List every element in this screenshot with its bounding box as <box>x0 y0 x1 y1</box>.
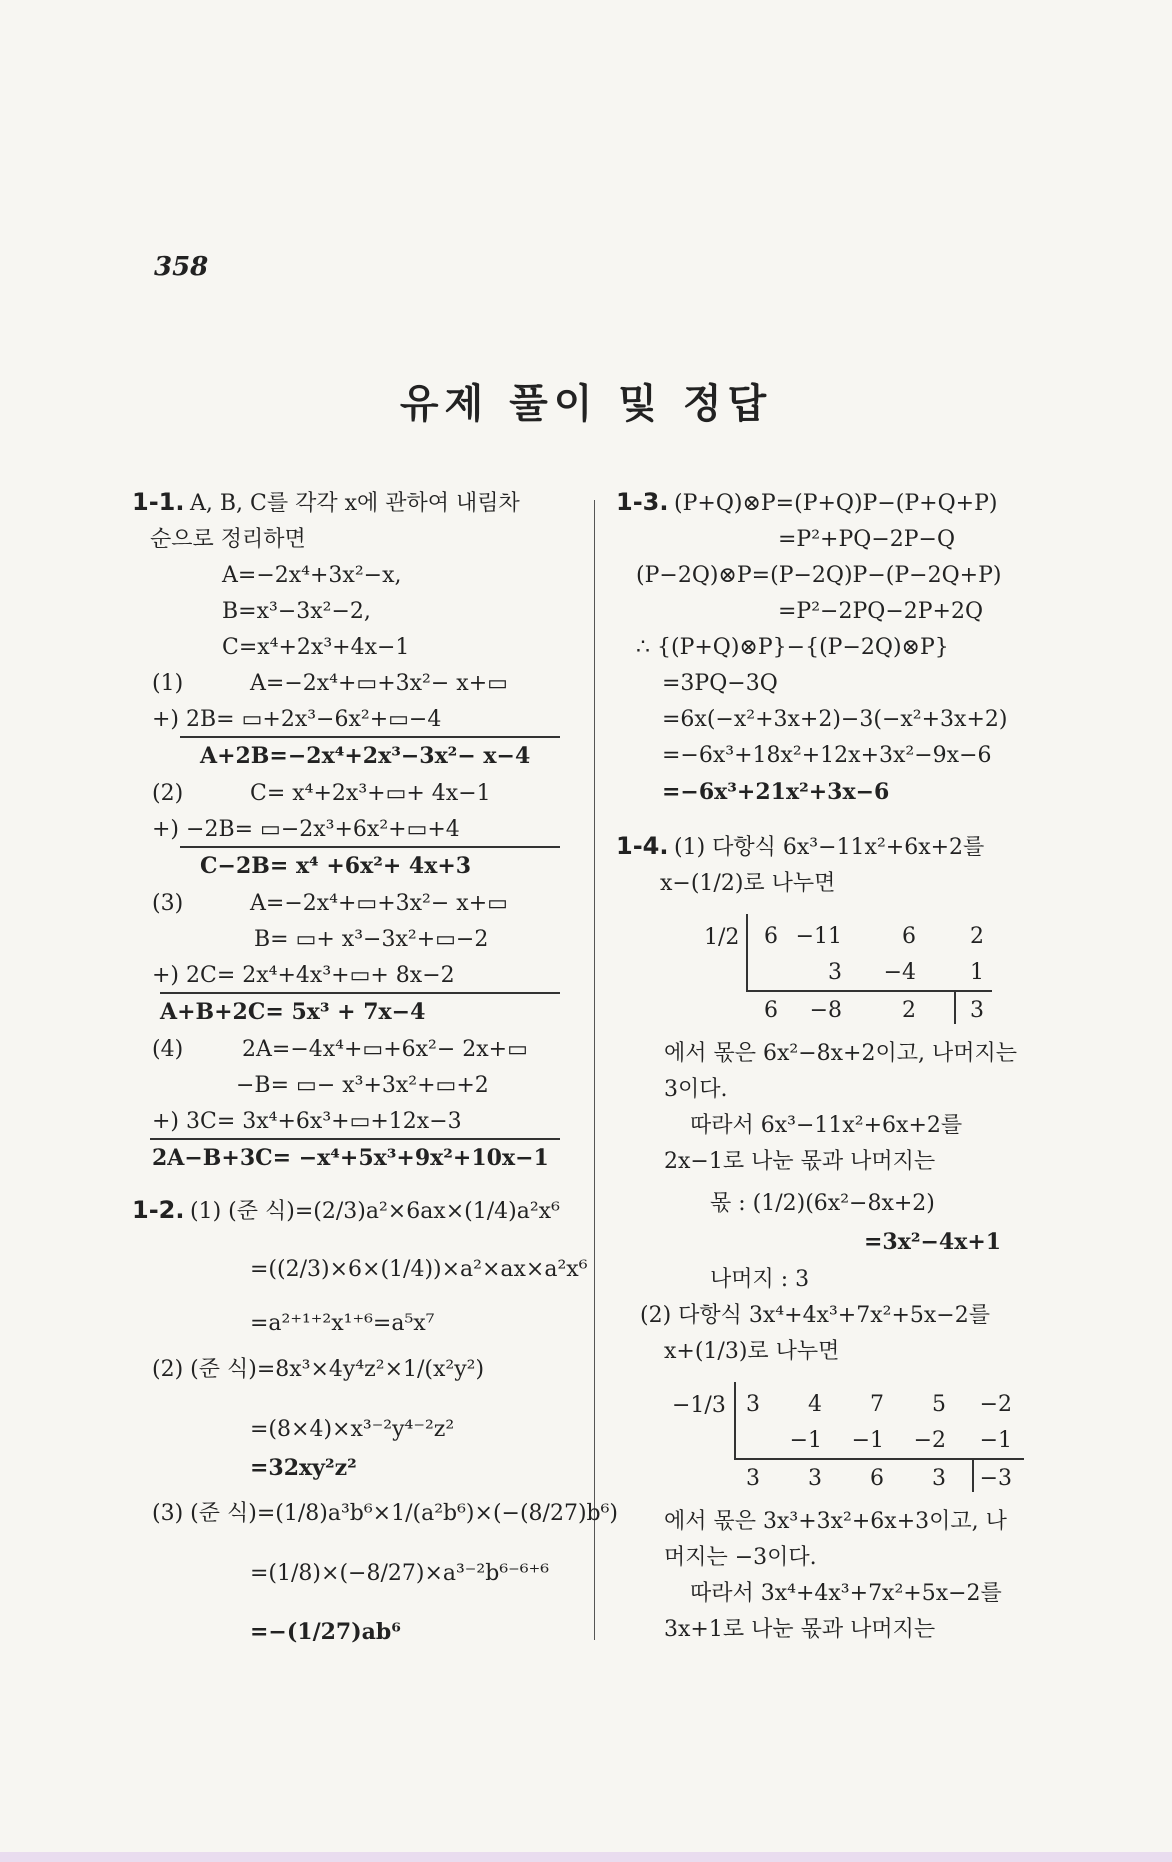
problem-label-1-1: 1-1. <box>132 488 185 516</box>
p12-line-8: =(1/8)×(−8/27)×a³⁻²b⁶⁻⁶⁺⁶ <box>250 1561 550 1586</box>
p14-a-line-2: x−(1/2)로 나누면 <box>660 871 836 896</box>
p11-s1-line2: +) 2B= ▭+2x³−6x²+▭−4 <box>152 707 442 732</box>
p14-a-line-7: 몫 : (1/2)(6x²−8x+2) <box>710 1191 935 1216</box>
cell: −2 <box>913 1428 946 1453</box>
cell: −3 <box>979 1466 1012 1491</box>
cell: 5 <box>932 1392 946 1417</box>
divisor: −1/3 <box>672 1393 726 1418</box>
p12-line-2: =((2/3)×6×(1/4))×a²×ax×a²x⁶ <box>250 1257 588 1282</box>
p14-a-line-9: 나머지 : 3 <box>710 1267 810 1292</box>
p12-line-4: (2) (준 식)=8x³×4y⁴z²×1/(x²y²) <box>152 1357 485 1382</box>
cell: 2 <box>902 998 916 1023</box>
cell: 4 <box>808 1392 822 1417</box>
p14-a-line-5: 따라서 6x³−11x²+6x+2를 <box>690 1113 963 1138</box>
p14-b-line-3: 에서 몫은 3x³+3x²+6x+3이고, 나 <box>664 1509 1007 1534</box>
p11-s3-line3: +) 2C= 2x⁴+4x³+▭+ 8x−2 <box>152 963 455 988</box>
p14-a-line-4: 3이다. <box>664 1077 728 1102</box>
cell: 1 <box>970 960 984 985</box>
cell: 6 <box>870 1466 884 1491</box>
p11-s4-line1: 2A=−4x⁴+▭+6x²− 2x+▭ <box>242 1037 528 1062</box>
p11-s1-line1: A=−2x⁴+▭+3x²− x+▭ <box>250 671 508 696</box>
p11-s1-result: A+2B=−2x⁴+2x³−3x²− x−4 <box>200 743 531 769</box>
cell: −4 <box>883 960 916 985</box>
p11-s4-line3: +) 3C= 3x⁴+6x³+▭+12x−3 <box>152 1109 462 1134</box>
problem-label-1-3: 1-3. <box>616 488 669 516</box>
p13-line-3: (P−2Q)⊗P=(P−2Q)P−(P−2Q+P) <box>636 563 1002 588</box>
cell: −1 <box>789 1428 822 1453</box>
cell: 2 <box>970 924 984 949</box>
p13-line-5: ∴ {(P+Q)⊗P}−{(P−2Q)⊗P} <box>636 635 949 660</box>
cell: 3 <box>970 998 984 1023</box>
p11-intro-2: 순으로 정리하면 <box>150 527 306 552</box>
cell: −2 <box>979 1392 1012 1417</box>
p12-line-6: =32xy²z² <box>250 1455 357 1481</box>
p11-s2-label: (2) <box>152 781 184 806</box>
cell: 6 <box>764 924 778 949</box>
p14-a-line-1: (1) 다항식 6x³−11x²+6x+2를 <box>674 835 985 860</box>
p11-s3-result: A+B+2C= 5x³ + 7x−4 <box>160 999 426 1025</box>
column-divider <box>594 500 595 1640</box>
page-bottom-edge <box>0 1852 1172 1862</box>
p13-line-9: =−6x³+21x²+3x−6 <box>662 779 890 805</box>
p11-s4-result: 2A−B+3C= −x⁴+5x³+9x²+10x−1 <box>152 1145 549 1171</box>
cell: 6 <box>764 998 778 1023</box>
page-number: 358 <box>154 252 209 282</box>
sum-rule <box>160 992 560 994</box>
p11-s2-line1: C= x⁴+2x³+▭+ 4x−1 <box>250 781 491 806</box>
cell: 3 <box>828 960 842 985</box>
p11-s4-line2: −B= ▭− x³+3x²+▭+2 <box>236 1073 489 1098</box>
p13-line-6: =3PQ−3Q <box>662 671 778 696</box>
p11-s3-label: (3) <box>152 891 184 916</box>
p12-line-7: (3) (준 식)=(1/8)a³b⁶×1/(a²b⁶)×(−(8/27)b⁶) <box>152 1501 619 1526</box>
cell: 3 <box>808 1466 822 1491</box>
p14-b-line-2: x+(1/3)로 나누면 <box>664 1339 840 1364</box>
p13-line-4: =P²−2PQ−2P+2Q <box>778 599 984 624</box>
p11-A: A=−2x⁴+3x²−x, <box>222 563 402 588</box>
division-rule <box>734 1458 1024 1460</box>
p11-s2-result: C−2B= x⁴ +6x²+ 4x+3 <box>200 853 472 879</box>
cell: −1 <box>851 1428 884 1453</box>
p11-s4-label: (4) <box>152 1037 184 1062</box>
p14-a-line-8: =3x²−4x+1 <box>864 1229 1002 1255</box>
page-title: 유제 풀이 및 정답 <box>399 381 773 427</box>
cell: −1 <box>979 1428 1012 1453</box>
p14-b-line-5: 따라서 3x⁴+4x³+7x²+5x−2를 <box>690 1581 1002 1606</box>
cell: −8 <box>809 998 842 1023</box>
sum-rule <box>150 1138 560 1140</box>
p14-b-line-4: 머지는 −3이다. <box>664 1545 817 1570</box>
p11-C: C=x⁴+2x³+4x−1 <box>222 635 410 660</box>
p14-b-line-1: (2) 다항식 3x⁴+4x³+7x²+5x−2를 <box>640 1303 990 1328</box>
p11-s2-line2: +) −2B= ▭−2x³+6x²+▭+4 <box>152 817 460 842</box>
p12-line-3: =a²⁺¹⁺²x¹⁺⁶=a⁵x⁷ <box>250 1311 435 1336</box>
sum-rule <box>180 846 560 848</box>
p12-line-9: =−(1/27)ab⁶ <box>250 1619 401 1645</box>
p13-line-8: =−6x³+18x²+12x+3x²−9x−6 <box>662 743 992 768</box>
p11-B: B=x³−3x²−2, <box>222 599 371 624</box>
p14-b-line-6: 3x+1로 나눈 몫과 나머지는 <box>664 1617 936 1642</box>
problem-label-1-2: 1-2. <box>132 1196 185 1224</box>
p11-s1-label: (1) <box>152 671 184 696</box>
p11-intro-1: A, B, C를 각각 x에 관하여 내림차 <box>190 491 520 516</box>
divisor: 1/2 <box>704 925 740 950</box>
p14-a-line-3: 에서 몫은 6x²−8x+2이고, 나머지는 <box>664 1041 1017 1066</box>
p12-line-1: (1) (준 식)=(2/3)a²×6ax×(1/4)a²x⁶ <box>190 1199 560 1224</box>
p14-a-line-6: 2x−1로 나눈 몫과 나머지는 <box>664 1149 936 1174</box>
cell: 3 <box>746 1392 760 1417</box>
p13-line-1: (P+Q)⊗P=(P+Q)P−(P+Q+P) <box>674 491 998 516</box>
cell: 3 <box>746 1466 760 1491</box>
problem-label-1-4: 1-4. <box>616 832 669 860</box>
cell: 7 <box>870 1392 884 1417</box>
p12-line-5: =(8×4)×x³⁻²y⁴⁻²z² <box>250 1417 455 1442</box>
cell: −11 <box>795 924 842 949</box>
cell: 3 <box>932 1466 946 1491</box>
p13-line-7: =6x(−x²+3x+2)−3(−x²+3x+2) <box>662 707 1008 732</box>
cell: 6 <box>902 924 916 949</box>
p11-s3-line1: A=−2x⁴+▭+3x²− x+▭ <box>250 891 508 916</box>
sum-rule <box>180 736 560 738</box>
p13-line-2: =P²+PQ−2P−Q <box>778 527 956 552</box>
p11-s3-line2: B= ▭+ x³−3x²+▭−2 <box>254 927 489 952</box>
